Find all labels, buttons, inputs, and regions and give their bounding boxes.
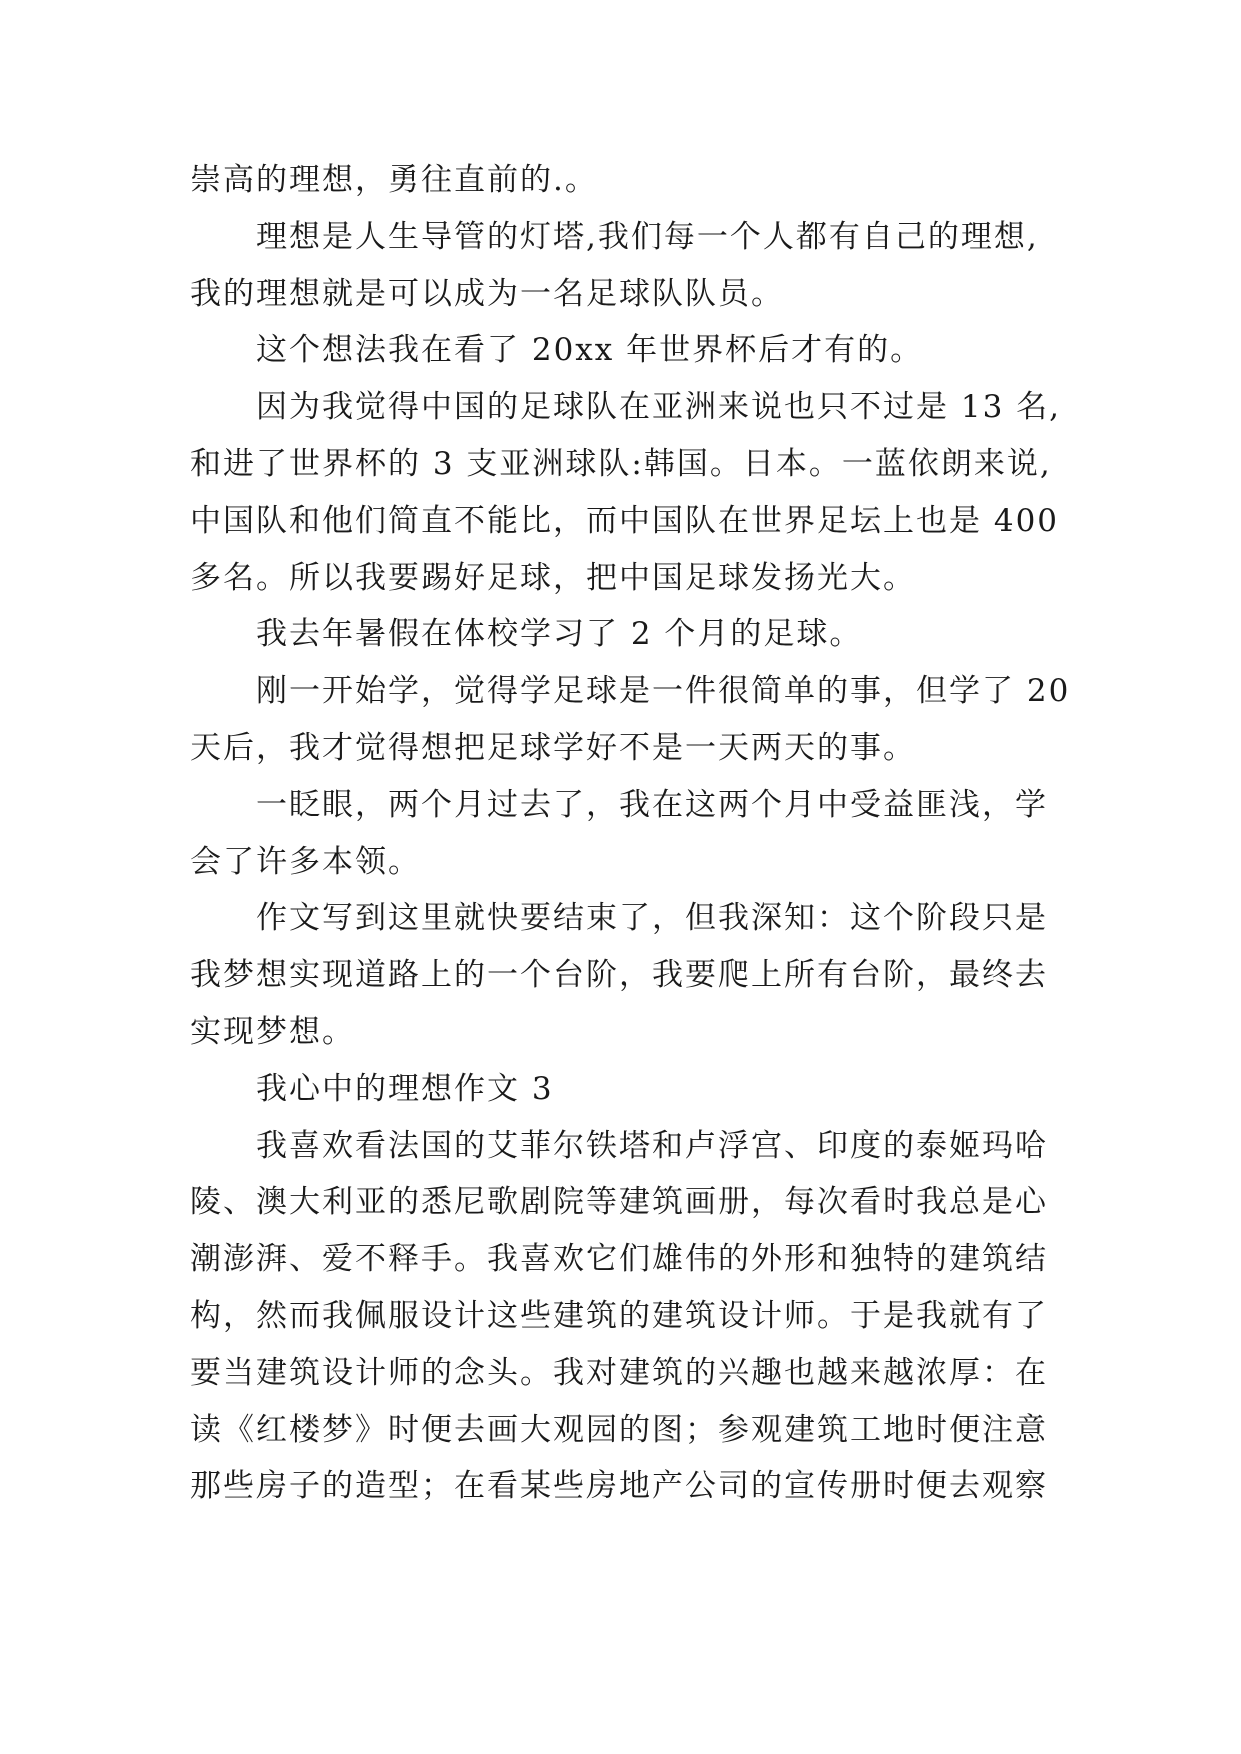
text-line: 中国队和他们简直不能比，而中国队在世界足坛上也是 400 <box>190 502 1060 539</box>
text-line: 我去年暑假在体校学习了 2 个月的足球。 <box>256 616 863 653</box>
text-line: 崇高的理想，勇往直前的.。 <box>190 162 598 198</box>
text-line: 我的理想就是可以成为一名足球队队员。 <box>190 275 784 312</box>
document-body <box>190 152 1071 1515</box>
text-line: 实现梦想。 <box>190 1013 355 1050</box>
text-line: 构，然而我佩服设计这些建筑的建筑设计师。于是我就有了 <box>190 1297 1048 1334</box>
text-line: 作文写到这里就快要结束了，但我深知：这个阶段只是 <box>256 900 1048 937</box>
text-line: 因为我觉得中国的足球队在亚洲来说也只不过是 13 名, <box>256 389 1062 426</box>
text-line: 天后，我才觉得想把足球学好不是一天两天的事。 <box>190 729 916 766</box>
text-line: 会了许多本领。 <box>190 843 421 880</box>
text-line: 潮澎湃、爱不释手。我喜欢它们雄伟的外形和独特的建筑结 <box>190 1241 1048 1278</box>
text-line: 一眨眼，两个月过去了，我在这两个月中受益匪浅，学 <box>256 786 1048 823</box>
text-line: 陵、澳大利亚的悉尼歌剧院等建筑画册，每次看时我总是心 <box>190 1184 1048 1221</box>
text-line: 读《红楼梦》时便去画大观园的图；参观建筑工地时便注意 <box>190 1411 1048 1448</box>
text-line: 和进了世界杯的 3 支亚洲球队:韩国。日本。一蓝依朗来说, <box>190 445 1052 482</box>
section-heading: 我心中的理想作文 3 <box>256 1070 554 1107</box>
text-line: 这个想法我在看了 20xx 年世界杯后才有的。 <box>256 332 924 369</box>
text-line: 我喜欢看法国的艾菲尔铁塔和卢浮宫、印度的泰姬玛哈 <box>256 1127 1048 1164</box>
text-line: 要当建筑设计师的念头。我对建筑的兴趣也越来越浓厚：在 <box>190 1354 1048 1391</box>
text-line: 多名。所以我要踢好足球，把中国足球发扬光大。 <box>190 559 916 596</box>
text-line: 我梦想实现道路上的一个台阶，我要爬上所有台阶，最终去 <box>190 957 1048 994</box>
text-line: 那些房子的造型；在看某些房地产公司的宣传册时便去观察 <box>190 1468 1048 1505</box>
text-line: 理想是人生导管的灯塔,我们每一个人都有自己的理想, <box>256 218 1039 255</box>
text-line: 刚一开始学，觉得学足球是一件很简单的事，但学了 20 <box>256 673 1071 710</box>
